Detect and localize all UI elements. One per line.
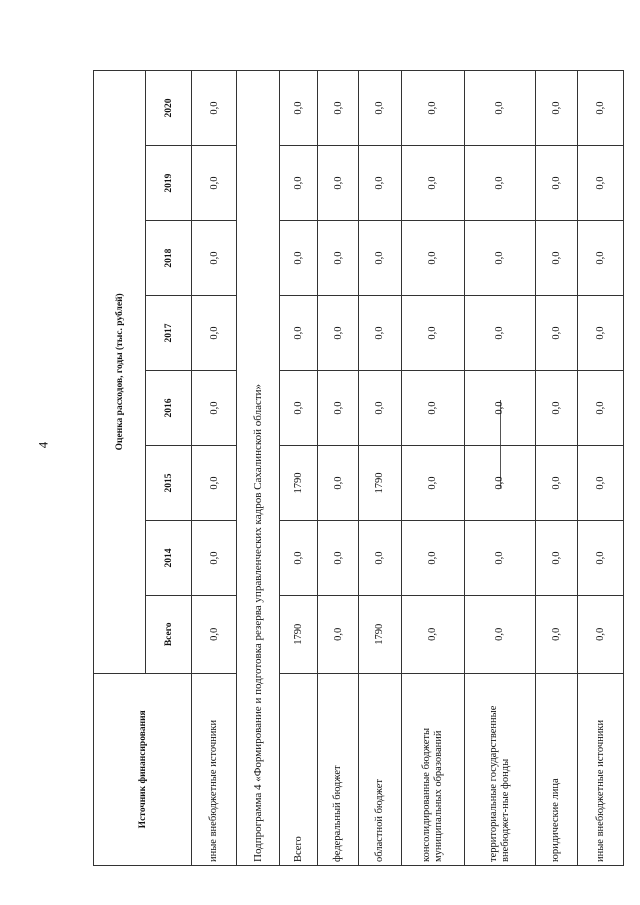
cell-value: 0,0 [578, 521, 624, 596]
cell-value: 0,0 [535, 521, 578, 596]
cell-value: 0,0 [318, 221, 358, 296]
cell-value: 0,0 [578, 371, 624, 446]
cell-value: 0,0 [535, 296, 578, 371]
column-header: 2018 [146, 221, 192, 296]
cell-value: 0,0 [192, 221, 237, 296]
cell-value: 0,0 [578, 71, 624, 146]
cell-value: 0,0 [401, 296, 464, 371]
cell-value: 0,0 [401, 371, 464, 446]
cell-value: 0,0 [192, 595, 237, 673]
cell-value: 0,0 [358, 146, 401, 221]
row-label: иные внебюджетные источники [192, 673, 237, 865]
table-row [280, 71, 318, 866]
table-body [192, 71, 624, 866]
cell-value: 0,0 [280, 146, 318, 221]
cell-value: 0,0 [280, 296, 318, 371]
cell-value: 0,0 [192, 146, 237, 221]
cell-value: 0,0 [401, 146, 464, 221]
cell-value: 1790 [358, 595, 401, 673]
cell-value: 0,0 [358, 521, 401, 596]
cell-value: 0,0 [578, 296, 624, 371]
subprogram-title: Подпрограмма 4 «Формирование и подготовка резерва управленческих кадров Сахалинской области» [237, 71, 280, 866]
cell-value: 0,0 [358, 71, 401, 146]
cell-value: 0,0 [192, 446, 237, 521]
cell-value: 1790 [280, 595, 318, 673]
cell-value: 0,0 [280, 221, 318, 296]
rotated-table-wrapper [93, 70, 624, 866]
cell-value: 0,0 [535, 221, 578, 296]
cell-value: 0,0 [464, 71, 535, 146]
cell-value: 0,0 [318, 71, 358, 146]
cell-value: 0,0 [401, 71, 464, 146]
cell-value: 0,0 [358, 221, 401, 296]
column-header: 2019 [146, 146, 192, 221]
row-label: консолидированные бюджеты муниципальных образований [401, 673, 464, 865]
cell-value: 1790 [358, 446, 401, 521]
row-label: иные внебюджетные источники [578, 673, 624, 865]
cell-value: 0,0 [192, 71, 237, 146]
cell-value: 0,0 [318, 595, 358, 673]
column-header: 2014 [146, 521, 192, 596]
row-label: территориальные государственные внебюджет-ные фонды [464, 673, 535, 865]
cell-value: 1790 [280, 446, 318, 521]
row-label: федеральный бюджет [318, 673, 358, 865]
table-row [192, 71, 237, 866]
cell-value: 0,0 [318, 446, 358, 521]
header-group: Оценка расходов, годы (тыс. рублей) [94, 71, 146, 674]
cell-value: 0,0 [578, 146, 624, 221]
cell-value: 0,0 [464, 221, 535, 296]
row-label: юридические лица [535, 673, 578, 865]
cell-value: 0,0 [358, 296, 401, 371]
cell-value: 0,0 [578, 221, 624, 296]
cell-value: 0,0 [401, 521, 464, 596]
cell-value: 0,0 [535, 446, 578, 521]
cell-value: 0,0 [464, 521, 535, 596]
funding-table [93, 70, 624, 866]
cell-value: 0,0 [464, 146, 535, 221]
cell-value: 0,0 [464, 296, 535, 371]
table-row [464, 71, 535, 866]
column-header: Всего [146, 595, 192, 673]
column-header: 2015 [146, 446, 192, 521]
cell-value: 0,0 [401, 446, 464, 521]
cell-value: 0,0 [535, 371, 578, 446]
cell-value: 0,0 [358, 371, 401, 446]
cell-value: 0,0 [192, 521, 237, 596]
cell-value: 0,0 [192, 296, 237, 371]
cell-value: 0,0 [535, 595, 578, 673]
row-label: областной бюджет [358, 673, 401, 865]
cell-value: 0,0 [464, 446, 535, 521]
table-row [318, 71, 358, 866]
cell-value: 0,0 [280, 71, 318, 146]
cell-value: 0,0 [318, 521, 358, 596]
column-header: 2017 [146, 296, 192, 371]
cell-value: 0,0 [280, 371, 318, 446]
header-source: Источник финансирования [94, 673, 192, 865]
cell-value: 0,0 [464, 595, 535, 673]
page-number: 4 [35, 441, 51, 449]
table-row [535, 71, 578, 866]
column-header: 2020 [146, 71, 192, 146]
cell-value: 0,0 [578, 595, 624, 673]
cell-value: 0,0 [280, 521, 318, 596]
column-header: 2016 [146, 371, 192, 446]
cell-value: 0,0 [535, 146, 578, 221]
cell-value: 0,0 [401, 221, 464, 296]
cell-value: 0,0 [318, 371, 358, 446]
cell-value: 0,0 [535, 71, 578, 146]
cell-value: 0,0 [318, 296, 358, 371]
cell-value: 0,0 [318, 146, 358, 221]
table-row [358, 71, 401, 866]
cell-value: 0,0 [464, 371, 535, 446]
table-row [578, 71, 624, 866]
row-label: Всего [280, 673, 318, 865]
cell-value: 0,0 [401, 595, 464, 673]
cell-value: 0,0 [578, 446, 624, 521]
subprogram-row [237, 71, 280, 866]
table-row [401, 71, 464, 866]
cell-value: 0,0 [192, 371, 237, 446]
